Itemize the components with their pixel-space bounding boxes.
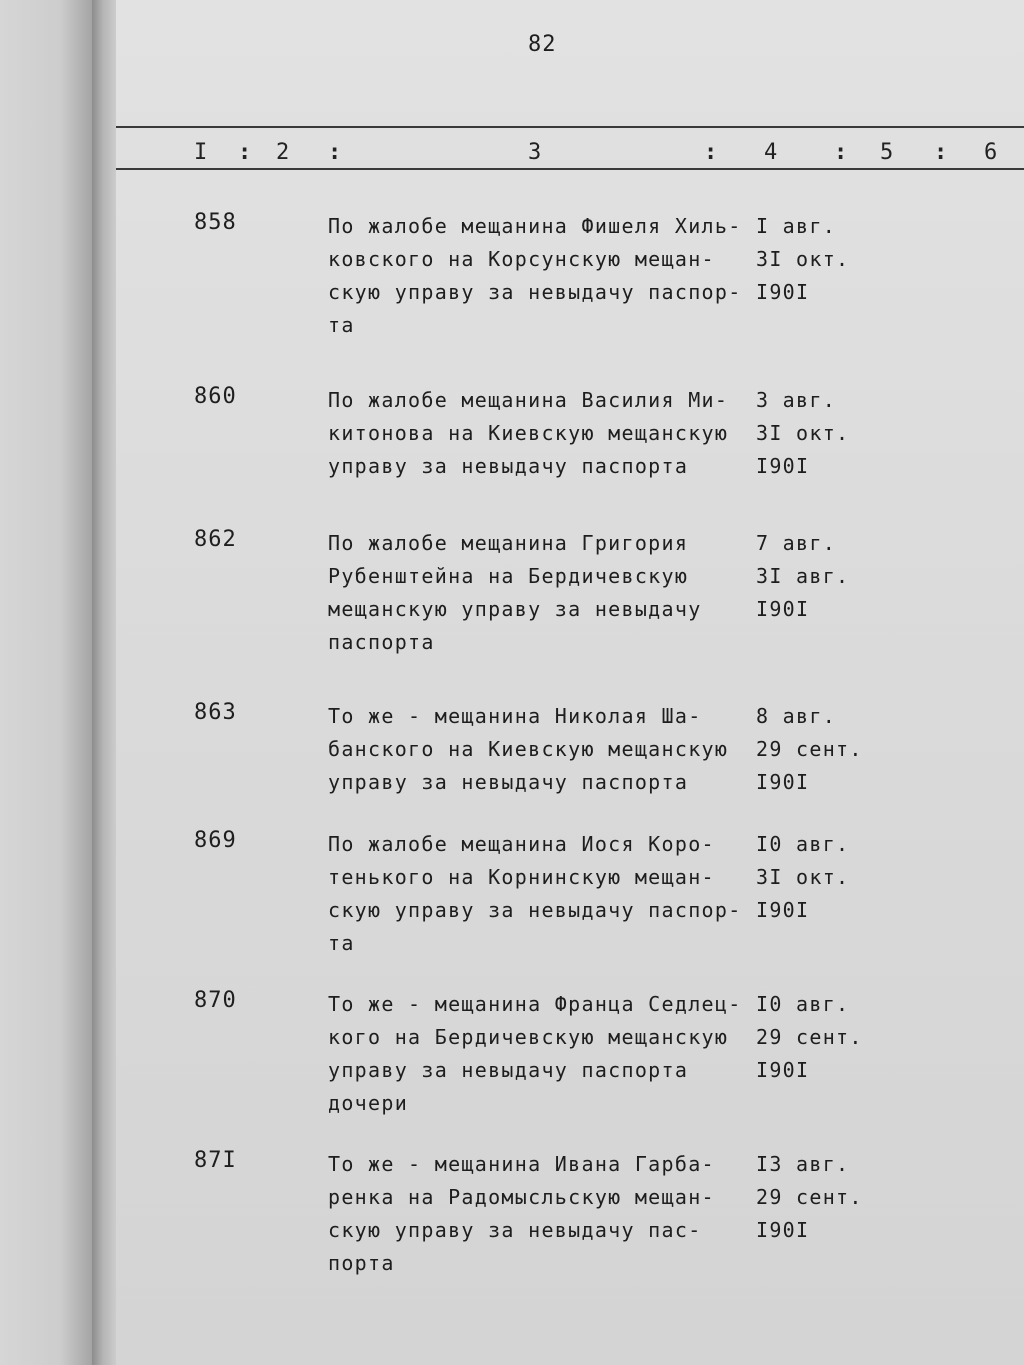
column-header-4: 4 — [764, 140, 778, 165]
record-number: 860 — [194, 384, 237, 409]
date-year: I90I — [756, 1058, 810, 1082]
column-header-1: I — [194, 140, 208, 165]
column-separator: : — [834, 140, 848, 165]
date-end: 3I авг. — [756, 564, 850, 588]
record-dates — [756, 1148, 876, 1247]
description-line: То же - мещанина Николая Ша- — [328, 704, 702, 728]
date-start: I авг. — [756, 214, 837, 238]
description-line: скую управу за невыдачу паспор- — [328, 898, 742, 922]
column-separator: : — [934, 140, 948, 165]
date-start: 3 авг. — [756, 388, 837, 412]
record-description — [328, 1148, 748, 1280]
description-line: По жалобе мещанина Василия Ми- — [328, 388, 729, 412]
description-line: дочери — [328, 1091, 409, 1115]
description-line: управу за невыдачу паспорта — [328, 1058, 689, 1082]
column-header-5: 5 — [880, 140, 894, 165]
date-start: I0 авг. — [756, 832, 850, 856]
description-line: тенького на Корнинскую мещан- — [328, 865, 715, 889]
description-line: кого на Бердичевскую мещанскую — [328, 1025, 729, 1049]
page-number: 82 — [528, 32, 557, 57]
date-year: I90I — [756, 280, 810, 304]
column-separator: : — [704, 140, 718, 165]
record-dates — [756, 384, 876, 483]
description-line: та — [328, 931, 355, 955]
date-end: 3I окт. — [756, 247, 850, 271]
description-line: Рубенштейна на Бердичевскую — [328, 564, 689, 588]
record-description — [328, 210, 748, 342]
record-dates — [756, 988, 876, 1087]
column-separator: : — [238, 140, 252, 165]
record-description — [328, 527, 748, 659]
description-line: та — [328, 313, 355, 337]
column-header-2: 2 — [276, 140, 290, 165]
description-line: ренка на Радомысльскую мещан- — [328, 1185, 715, 1209]
description-line: мещанскую управу за невыдачу — [328, 597, 702, 621]
date-year: I90I — [756, 770, 810, 794]
description-line: скую управу за невыдачу пас- — [328, 1218, 702, 1242]
document-page — [116, 0, 1024, 1365]
date-year: I90I — [756, 1218, 810, 1242]
description-line: По жалобе мещанина Григория — [328, 531, 689, 555]
column-header-3: 3 — [528, 140, 542, 165]
record-number: 87I — [194, 1148, 237, 1173]
description-line: китонова на Киевскую мещанскую — [328, 421, 729, 445]
date-end: 29 сент. — [756, 737, 863, 761]
record-description — [328, 988, 748, 1120]
description-line: ковского на Корсунскую мещан- — [328, 247, 715, 271]
description-line: паспорта — [328, 630, 435, 654]
description-line: То же - мещанина Ивана Гарба- — [328, 1152, 715, 1176]
record-number: 862 — [194, 527, 237, 552]
description-line: управу за невыдачу паспорта — [328, 454, 689, 478]
date-year: I90I — [756, 597, 810, 621]
record-description — [328, 384, 748, 483]
date-start: I3 авг. — [756, 1152, 850, 1176]
adjacent-page-edge — [0, 0, 100, 1365]
date-start: I0 авг. — [756, 992, 850, 1016]
date-end: 3I окт. — [756, 865, 850, 889]
description-line: То же - мещанина Франца Седлец- — [328, 992, 742, 1016]
description-line: По жалобе мещанина Фишеля Хиль- — [328, 214, 742, 238]
date-start: 8 авг. — [756, 704, 837, 728]
record-dates — [756, 700, 876, 799]
record-number: 869 — [194, 828, 237, 853]
column-header-6: 6 — [984, 140, 998, 165]
record-description — [328, 700, 748, 799]
record-description — [328, 828, 748, 960]
description-line: порта — [328, 1251, 395, 1275]
header-rule-top — [116, 126, 1024, 128]
date-end: 29 сент. — [756, 1025, 863, 1049]
description-line: По жалобе мещанина Иося Коро- — [328, 832, 715, 856]
record-number: 858 — [194, 210, 237, 235]
date-year: I90I — [756, 454, 810, 478]
description-line: управу за невыдачу паспорта — [328, 770, 689, 794]
record-dates — [756, 828, 876, 927]
description-line: банского на Киевскую мещанскую — [328, 737, 729, 761]
date-year: I90I — [756, 898, 810, 922]
record-dates — [756, 210, 876, 309]
record-number: 870 — [194, 988, 237, 1013]
header-rule-bottom — [116, 168, 1024, 170]
date-start: 7 авг. — [756, 531, 837, 555]
date-end: 29 сент. — [756, 1185, 863, 1209]
column-separator: : — [328, 140, 342, 165]
record-number: 863 — [194, 700, 237, 725]
date-end: 3I окт. — [756, 421, 850, 445]
record-dates — [756, 527, 876, 626]
description-line: скую управу за невыдачу паспор- — [328, 280, 742, 304]
